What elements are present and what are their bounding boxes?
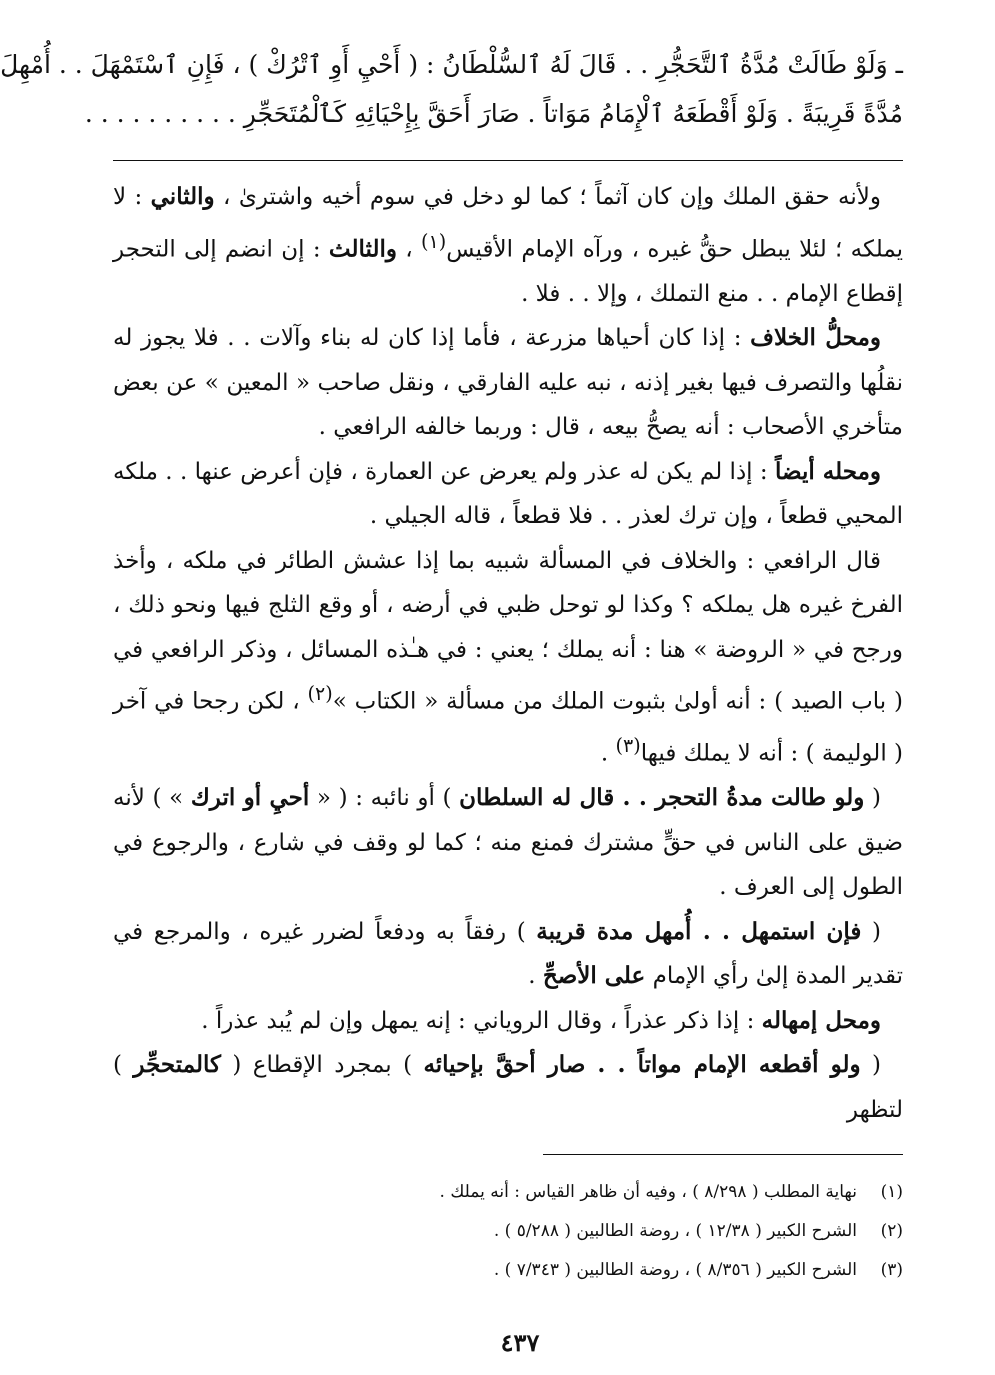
paragraph — [113, 450, 903, 539]
paragraph — [113, 175, 903, 316]
text-run: ولأنه حقق الملك وإن كان آثماً ؛ كما لو دخل في سوم أخيه واشترىٰ ، — [214, 184, 881, 210]
paragraph — [113, 999, 903, 1044]
bold-term: فإن استمهل . . أُمهل مدة قريبة — [536, 917, 862, 945]
paragraph — [113, 776, 903, 910]
text-run: : إذا ذكر عذراً ، وقال الروياني : إنه يمهل وإن لم يُبد عذراً . — [201, 1007, 762, 1034]
bold-term: أحيِ أو اترك — [190, 784, 310, 812]
matn-separator — [113, 160, 903, 161]
bold-term: والثالث — [328, 235, 397, 263]
footnote — [113, 1212, 903, 1251]
bold-term: والثاني — [150, 183, 215, 210]
matn-line: مُدَّةً قَرِيبَةً . وَلَوْ أَقْطَعَهُ ٱلْإِمَامُ مَوَاتاً . صَارَ أَحَقَّ بِإِحْيَائِهِ كَٱلْمُتَحَجِّرِ . . . . . . . . . . — [84, 99, 903, 128]
paragraph — [113, 1043, 903, 1132]
book-page — [0, 38, 904, 1355]
text-run: ( — [860, 1052, 881, 1079]
footnote-text: الشرح الكبير ( ٨/٣٥٦ ) ، روضة الطالبين ( ٧/٣٤٣ ) . — [493, 1260, 857, 1281]
footnote-number: (٣) — [880, 1260, 903, 1281]
bold-term: على الأصحِّ — [542, 962, 646, 990]
footnote-separator — [543, 1154, 903, 1155]
matn-text — [0, 38, 903, 138]
text-run: ) لتظهر — [113, 1052, 903, 1123]
text-run: . — [528, 963, 543, 990]
footnote-number: (٢) — [880, 1221, 903, 1242]
footnote-number: (١) — [880, 1182, 903, 1203]
footnote-ref: (١) — [421, 229, 447, 253]
text-run: » ) لأنه ضيق على الناس في حقٍّ مشترك فمنع منه ؛ كما لو وقف في شارع ، والرجوع في الطول إلى العرف . — [113, 785, 903, 901]
matn-line: ـ وَلَوْ طَالَتْ مُدَّةُ ٱلتَّحَجُّرِ . . قَالَ لَهُ ٱلسُّلْطَانُ : ( أَحْيِ أَوِ ٱتْرُكْ ) ، فَإِنِ ٱسْتَمْهَلَ . . أُمْهِلَ — [0, 50, 903, 79]
page-number: ٤٣٧ — [500, 1328, 540, 1357]
footnote — [113, 1173, 903, 1212]
text-run: ، — [396, 236, 421, 263]
text-run: : لا يملكه ؛ لئلا يبطل حقُّ غيره ، ورآه الإمام الأقيس — [113, 184, 904, 263]
footnote-ref: (٢) — [307, 682, 333, 706]
footnote-text: نهاية المطلب ( ٨/٢٩٨ ) ، وفيه أن ظاهر القياس : أنه يملك . — [439, 1182, 857, 1203]
text-run: ، لكن رجحا في آخر ( الوليمة ) : أنه لا يملك فيها — [113, 688, 903, 767]
text-run: : إذا لم يكن له عذر ولم يعرض عن العمارة ، فإن أعرض عنها . . ملكه المحيي قطعاً ، وإن ترك لعذر . . فلا قطعاً ، قاله الجيلي . — [113, 458, 903, 530]
bold-term: ومحل إمهاله — [761, 1006, 881, 1034]
text-run: ) بمجرد الإقطاع ( — [220, 1052, 424, 1079]
text-run: قال الرافعي : والخلاف في المسألة شبيه بما إذا عشش الطائر في ملكه ، وأخذ الفرخ غيره هل يملكه ؟ وكذا لو توحل ظبي في أرضه ، أو وقع الثلج فيها ونحو ذلك ، ورجح في « الروضة » هنا : أنه يملك ؛ يعني : في هـٰذه المسائل ، وذكر الرافعي في ( باب الصيد ) : أنه أولىٰ بثبوت الملك من مسألة « الكتاب » — [113, 547, 903, 715]
bold-term: ولو طالت مدةُ التحجر . . قال له السلطان — [459, 784, 865, 812]
paragraph — [113, 910, 903, 999]
text-run: : إن انضم إلى التحجر إقطاع الإمام . . منع التملك ، وإلا . . فلا . — [113, 236, 903, 307]
text-run: ( — [864, 785, 881, 812]
footnote — [113, 1251, 903, 1290]
commentary-text — [113, 175, 903, 1132]
bold-term: كالمتحجِّر — [133, 1051, 221, 1079]
paragraph — [113, 316, 903, 450]
footnotes — [113, 1173, 903, 1290]
text-run: ) رفقاً به ودفعاً لضرر غيره ، والمرجع في تقدير المدة إلىٰ رأي الإمام — [113, 918, 903, 990]
text-run: ( — [861, 918, 881, 945]
footnote-text: الشرح الكبير ( ١٢/٣٨ ) ، روضة الطالبين ( ٥/٢٨٨ ) . — [493, 1221, 857, 1242]
text-run: . — [600, 740, 616, 767]
bold-term: ولو أقطعه الإمام مواتاً . . صار أحقَّ بإحيائه — [423, 1051, 861, 1079]
paragraph — [113, 539, 903, 777]
text-run: ) أو نائبه : ( « — [309, 785, 460, 812]
bold-term: ومحلُّ الخلاف — [750, 324, 881, 352]
footnote-ref: (٣) — [615, 734, 641, 758]
bold-term: ومحله أيضاً — [775, 457, 881, 485]
text-run: : إذا كان أحياها مزرعة ، فأما إذا كان له بناء وآلات . . فلا يجوز له نقلُها والتصرف فيها بغير إذنه ، نبه عليه الفارقي ، ونقل صاحب « المعين » عن بعض متأخري الأصحاب : أنه يصحُّ بيعه ، قال : وربما خالفه الرافعي . — [113, 325, 903, 441]
